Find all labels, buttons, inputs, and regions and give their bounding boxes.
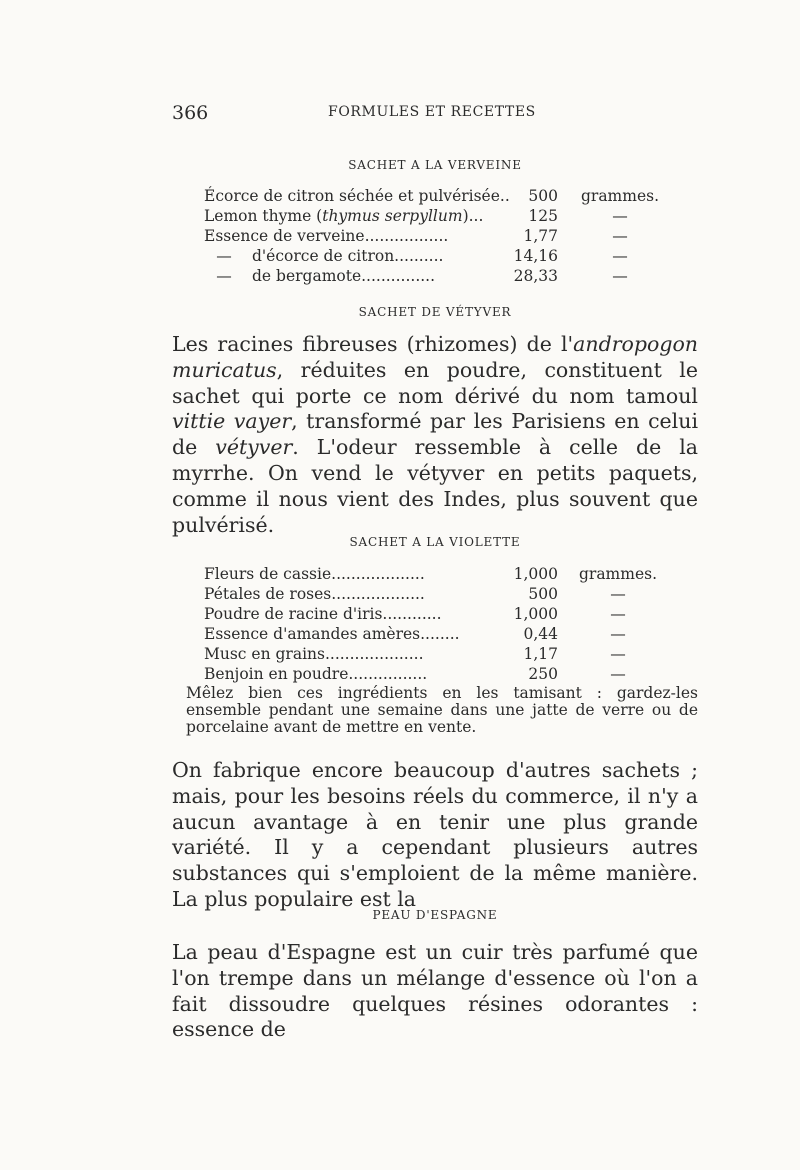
ingredient-qty: 250 [528,665,558,683]
paragraph-vetyver: Les racines fibreuses (rhizomes) de l'andropogon muricatus, réduites en poudre, constituent le sachet qui porte ce nom dérivé du nom tamoul vittie vayer, transformé par les Parisiens en celui de vétyver. L'odeur ressemble à celle de la myrrhe. On vend le vétyver en petits paquets, comme il nous vient des Indes, plus souvent que pulvérisé. [172,332,698,537]
ingredient-name: Benjoin en poudre................ [204,665,428,683]
ingredient-name: Écorce de citron séchée et pulvérisée.. [204,187,510,205]
ingredient-unit: — [612,247,628,265]
recipe-row [204,248,664,264]
ingredient-unit: — [610,625,626,643]
ingredient-qty: 1,77 [523,227,558,245]
recipe-row [204,566,664,582]
ingredient-name: — de bergamote............... [216,267,436,285]
paragraph-peau-espagne: La peau d'Espagne est un cuir très parfumé que l'on trempe dans un mélange d'essence où l'on a fait dissoudre quelques résines odorantes : essence de [172,940,698,1042]
ingredient-qty: 1,17 [523,645,558,663]
ingredient-name: Fleurs de cassie................... [204,565,425,583]
ingredient-qty: 500 [528,585,558,603]
ingredient-name: Essence d'amandes amères........ [204,625,460,643]
ingredient-name: Musc en grains.................... [204,645,424,663]
recipe-verveine [204,187,664,285]
recipe-row [204,646,664,662]
recipe-row [204,188,664,204]
ingredient-unit: grammes. [580,187,660,205]
ingredient-unit: — [610,645,626,663]
recipe-row [204,586,664,602]
heading-verveine: SACHET A LA VERVEINE [348,158,522,172]
note-violette: Mêlez bien ces ingrédients en les tamisant : gardez-les ensemble pendant une semaine dans une jatte de verre ou de porcelaine avant de mettre en vente. [186,684,698,736]
ingredient-qty: 1,000 [513,605,558,623]
ingredient-name: Lemon thyme (thymus serpyllum)... [204,207,484,225]
recipe-row [204,606,664,622]
recipe-row [204,228,664,244]
ingredient-unit: grammes. [578,565,658,583]
ingredient-qty: 1,000 [513,565,558,583]
heading-violette: SACHET A LA VIOLETTE [349,535,521,549]
ingredient-name: Pétales de roses................... [204,585,425,603]
ingredient-unit: — [612,267,628,285]
ingredient-unit: — [612,227,628,245]
page-number: 366 [172,102,209,124]
recipe-violette [204,565,664,683]
ingredient-unit: — [610,585,626,603]
ingredient-name: Essence de verveine................. [204,227,449,245]
ingredient-qty: 14,16 [513,247,558,265]
ingredient-qty: 125 [528,207,558,225]
ingredient-unit: — [610,665,626,683]
ingredient-qty: 500 [528,187,558,205]
running-title: FORMULES ET RECETTES [328,104,536,120]
heading-peau-espagne: PEAU D'ESPAGNE [372,908,498,922]
ingredient-qty: 0,44 [523,625,558,643]
recipe-row [204,208,664,224]
heading-vetyver: SACHET DE VÉTYVER [358,305,512,319]
ingredient-qty: 28,33 [513,267,558,285]
ingredient-unit: — [612,207,628,225]
recipe-row [204,666,664,682]
recipe-row [204,626,664,642]
ingredient-unit: — [610,605,626,623]
ingredient-name: Poudre de racine d'iris............ [204,605,442,623]
ingredient-name: — d'écorce de citron.......... [216,247,444,265]
page-header [172,100,698,130]
recipe-row [204,268,664,284]
paragraph-transition: On fabrique encore beaucoup d'autres sachets ; mais, pour les besoins réels du commerce, il n'y a aucun avantage à en tenir une plus grande variété. Il y a cependant plusieurs autres substances qui s'emploient de la même manière. La plus populaire est la [172,758,698,911]
